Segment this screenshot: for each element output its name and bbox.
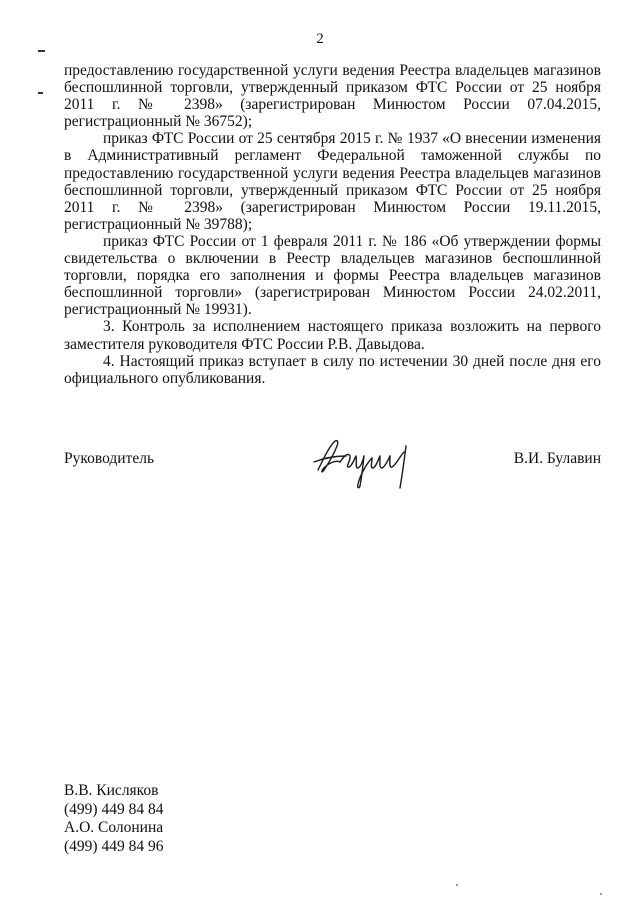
signatory-name: В.И. Булавин bbox=[513, 450, 601, 467]
margin-mark bbox=[38, 50, 45, 52]
contact-block bbox=[64, 782, 163, 856]
document-body bbox=[64, 62, 601, 387]
contact-name: В.В. Кисляков bbox=[64, 782, 159, 799]
signatory-title: Руководитель bbox=[64, 450, 155, 467]
scan-speck bbox=[456, 884, 458, 886]
contact-phone: (499) 449 84 96 bbox=[64, 837, 164, 855]
contact-name: А.О. Солонина bbox=[64, 819, 164, 836]
paragraph-order-186: приказ ФТС России от 1 февраля 2011 г. № 186 «Об утверждении формы свидетельства о включении в Реестр владельцев магазинов беспошлинной торговли, порядка его заполнения и формы Реестра владельцев магазинов беспошлинной торговли» (зарегистрирован Минюстом России 24.02.2011, регистрационный № 19931). bbox=[64, 232, 601, 319]
paragraph-continuation: предоставлению государственной услуги ведения Реестра владельцев магазинов беспошлинной торговли, утвержденный приказом ФТС России от 25 ноября 2011 г. № 2398» (зарегистрирован Минюстом России 07.04.2015, регистрационный № 36752); bbox=[64, 62, 601, 131]
paragraph-item-3: 3. Контроль за исполнением настоящего приказа возложить на первого заместителя руководителя ФТС России Р.В. Давыдова. bbox=[64, 318, 601, 353]
handwritten-signature bbox=[306, 432, 418, 490]
paragraph-order-1937: приказ ФТС России от 25 сентября 2015 г. № 1937 «О внесении изменения в Административный регламент Федеральной таможенной службы по предоставлению государственной услуги ведения Реестра владельцев магазинов беспошлинной торговли, утвержденный приказом ФТС России от 25 ноября 2011 г. № 2398» (зарегистрирован Минюстом России 19.11.2015, регистрационный № 39788); bbox=[64, 130, 601, 233]
paragraph-item-4: 4. Настоящий приказ вступает в силу по истечении 30 дней после дня его официального опубликования. bbox=[64, 352, 601, 387]
margin-mark bbox=[38, 92, 43, 94]
contact-phone: (499) 449 84 84 bbox=[64, 800, 164, 818]
page-number: 2 bbox=[316, 31, 324, 47]
scan-speck bbox=[600, 893, 602, 895]
